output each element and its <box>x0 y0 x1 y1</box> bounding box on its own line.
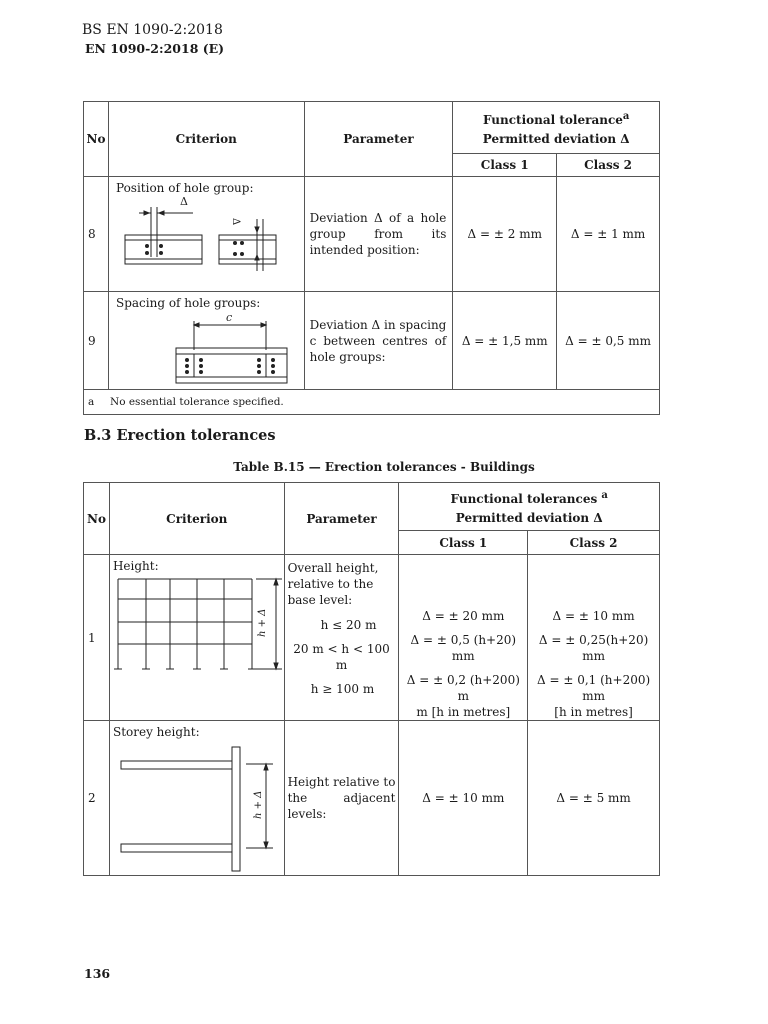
col-parameter: Parameter <box>284 483 399 555</box>
h-delta-label: h + Δ <box>252 790 264 819</box>
col-no: No <box>84 483 110 555</box>
class1-value: Δ = ± 2 mm <box>453 177 557 292</box>
row-no: 2 <box>84 721 110 876</box>
hole-group-position-figure <box>109 177 305 292</box>
standard-number: BS EN 1090-2:2018 <box>82 22 223 38</box>
class2-value: Δ = ± 10 mm Δ = ± 0,25(h+20) mm Δ = ± 0,1 (h+200) mm [h in metres] <box>528 555 660 721</box>
parameter-cell: Height relative to the adjacent levels: <box>284 721 399 876</box>
class1-value: Δ = ± 20 mm Δ = ± 0,5 (h+20) mm Δ = ± 0,2 (h+200) m m [h in metres] <box>399 555 528 721</box>
hole-tolerance-table <box>83 101 660 415</box>
standard-subtitle: EN 1090-2:2018 (E) <box>85 41 225 56</box>
table-row <box>84 721 660 876</box>
class1-value: Δ = ± 1,5 mm <box>453 292 557 390</box>
col-functional: Functional tolerances $^a$ Permitted deviation Δ <box>399 483 660 531</box>
class1-value: Δ = ± 10 mm <box>399 721 528 876</box>
col-class1: Class 1 <box>399 531 528 555</box>
col-parameter: Parameter <box>304 102 453 177</box>
table-row <box>84 177 660 292</box>
col-functional: Functional tolerance$^a$ Permitted deviation Δ <box>453 102 660 154</box>
criterion-label: Position of hole group: <box>115 181 254 195</box>
class2-value: Δ = ± 1 mm <box>557 177 660 292</box>
delta-label: Δ <box>179 195 188 208</box>
page-number: 136 <box>84 966 111 981</box>
section-heading: B.3 Erection tolerances <box>84 427 276 444</box>
table-row <box>84 292 660 390</box>
row-no: 9 <box>84 292 109 390</box>
parameter-cell: Deviation Δ of a hole group from its intended position: <box>304 177 453 292</box>
col-class1: Class 1 <box>453 154 557 177</box>
building-height-figure <box>110 555 285 699</box>
row-no: 8 <box>84 177 109 292</box>
parameter-cell: Overall height, relative to the base level: h ≤ 20 m 20 m < h < 100 m h ≥ 100 m <box>284 555 399 721</box>
criterion-cell <box>109 721 284 876</box>
col-no: No <box>84 102 109 177</box>
criterion-label: Spacing of hole groups: <box>115 296 261 310</box>
criterion-label: Storey height: <box>112 725 200 739</box>
parameter-cell: Deviation Δ in spacing c between centres of hole groups: <box>304 292 453 390</box>
table-footnote: a No essential tolerance specified. <box>84 390 660 415</box>
class2-value: Δ = ± 5 mm <box>528 721 660 876</box>
hole-group-spacing-figure <box>109 292 305 390</box>
table-caption: Table B.15 — Erection tolerances - Buildings <box>233 460 535 474</box>
class2-value: Δ = ± 0,5 mm <box>557 292 660 390</box>
storey-height-figure <box>110 721 285 876</box>
col-class2: Class 2 <box>528 531 660 555</box>
col-class2: Class 2 <box>557 154 660 177</box>
spacing-c-label: c <box>225 311 233 324</box>
col-criterion: Criterion <box>109 483 284 555</box>
delta-label-rotated: Δ <box>229 218 241 226</box>
row-no: 1 <box>84 555 110 721</box>
h-delta-label: h + Δ <box>256 608 268 637</box>
erection-tolerance-table <box>83 482 660 876</box>
criterion-label: Height: <box>112 559 159 573</box>
criterion-cell <box>109 555 284 721</box>
col-criterion: Criterion <box>108 102 304 177</box>
table-row <box>84 555 660 721</box>
criterion-cell <box>108 177 304 292</box>
criterion-cell <box>108 292 304 390</box>
